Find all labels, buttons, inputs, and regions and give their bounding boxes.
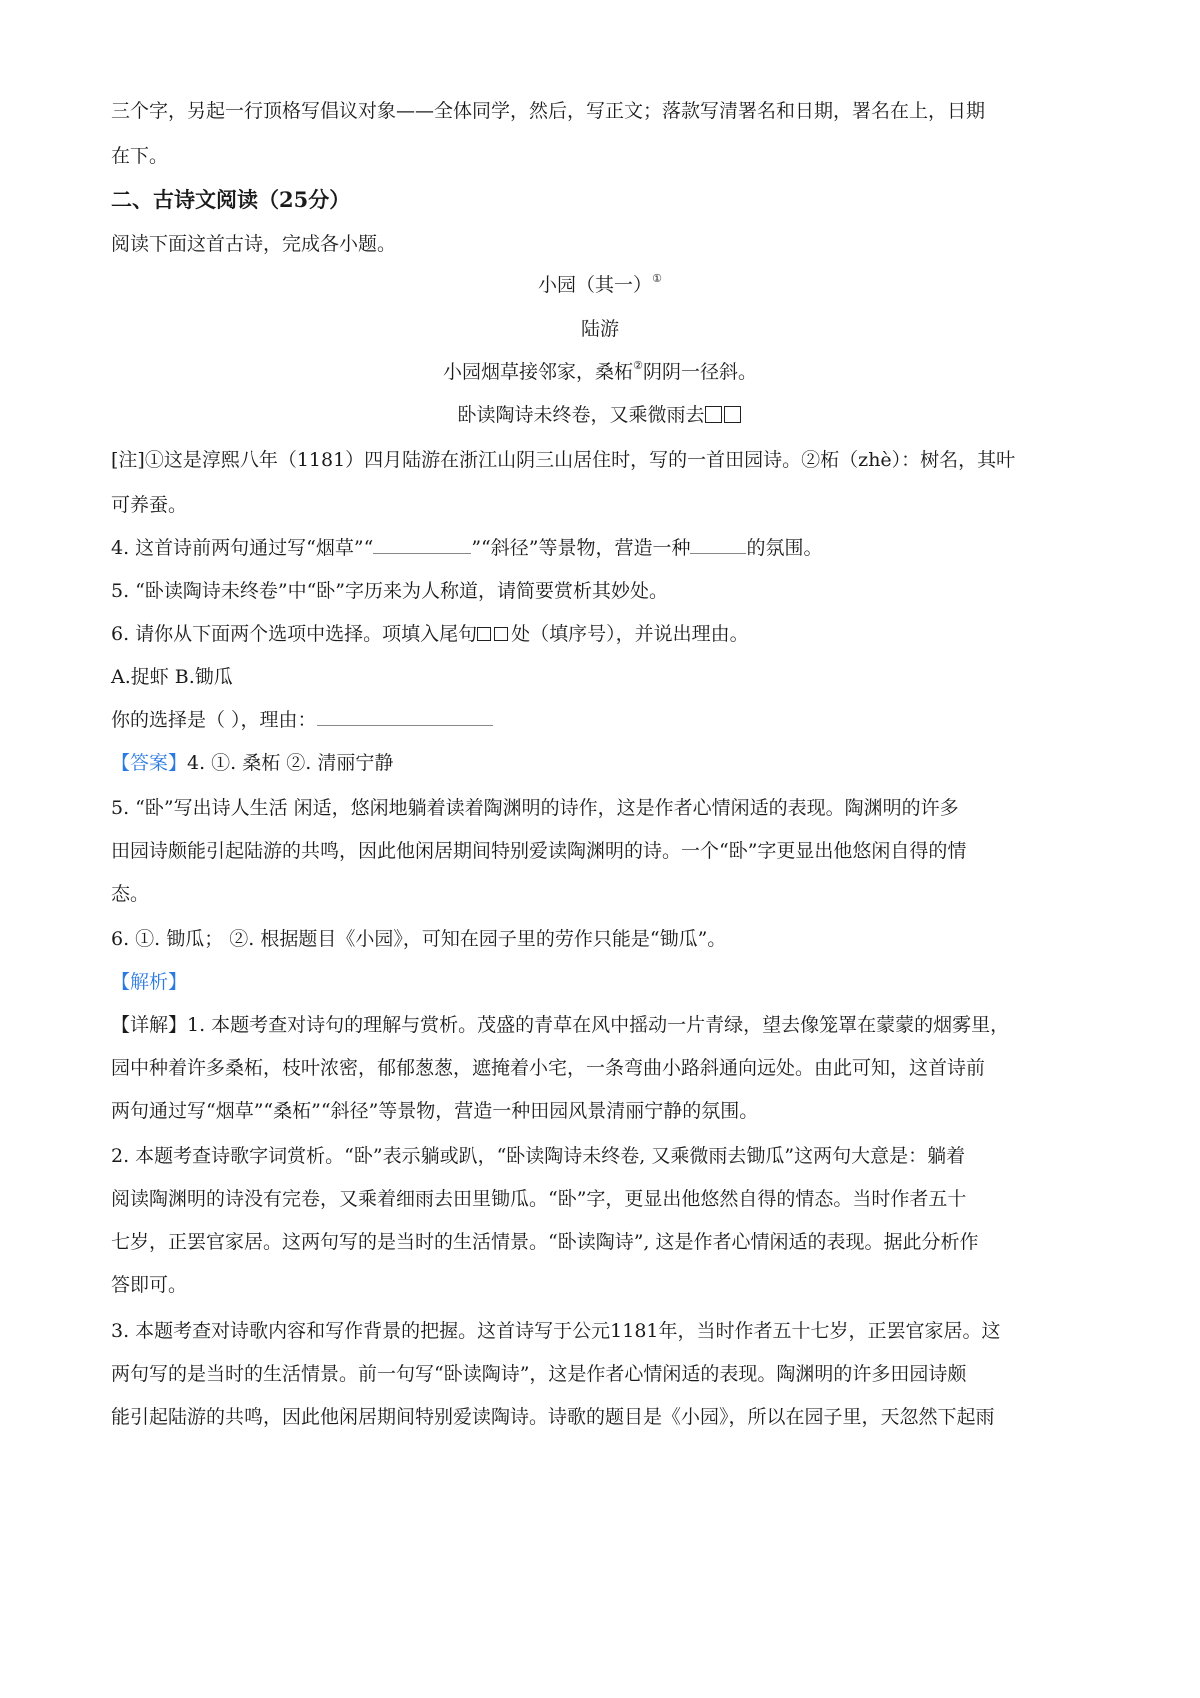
analysis-3-line-1: 3. 本题考查对诗歌内容和写作背景的把握。这首诗写于公元1181年，当时作者五十七岁，正罢官家居。这 xyxy=(111,1320,1001,1342)
analysis-3-line-2: 两句写的是当时的生活情景。前一句写“卧读陶诗”，这是作者心情闲适的表现。陶渊明的许多田园诗颇 xyxy=(111,1363,967,1385)
question-4-part-1: 4. 这首诗前两句通过写“烟草”“ xyxy=(111,537,374,559)
poem-title xyxy=(0,270,1200,297)
question-6 xyxy=(111,619,749,646)
answer-blank xyxy=(317,707,493,726)
question-6-part-2: 处（填序号），并说出理由。 xyxy=(511,623,749,645)
analysis-2-line-2: 阅读陶渊明的诗没有完卷，又乘着细雨去田里锄瓜。“卧”字，更显出他悠然自得的情态。当时作者五十 xyxy=(111,1188,967,1210)
poem-line-2 xyxy=(0,400,1200,427)
analysis-2-line-1: 2. 本题考查诗歌字词赏析。“卧”表示躺或趴，“卧读陶诗未终卷, 又乘微雨去锄瓜”这两句大意是：躺着 xyxy=(111,1145,966,1167)
intro-line-1: 三个字，另起一行顶格写倡议对象——全体同学，然后，写正文；落款写清署名和日期，署名在上，日期 xyxy=(111,100,986,122)
analysis-1-line-2: 园中种着许多桑柘，枝叶浓密，郁郁葱葱，遮掩着小宅，一条弯曲小路斜通向远处。由此可知，这首诗前 xyxy=(111,1057,986,1079)
analysis-1-line-3: 两句通过写“烟草”“桑柘”“斜径”等景物，营造一种田园风景清丽宁静的氛围。 xyxy=(111,1100,759,1122)
poem-line-1a: 小园烟草接邻家，桑柘 xyxy=(443,361,634,383)
poem-line-1 xyxy=(0,357,1200,384)
poem-line-1-note: ② xyxy=(633,359,643,372)
note-line-2: 可养蚕。 xyxy=(111,494,188,516)
blank-box xyxy=(724,406,741,423)
answer-6: 6. ①. 锄瓜； ②. 根据题目《小园》，可知在园子里的劳作只能是“锄瓜”。 xyxy=(111,928,727,950)
question-6-choice-text: 你的选择是（ ），理由： xyxy=(111,709,317,731)
answer-blank xyxy=(373,535,471,554)
analysis-tag: 【解析】 xyxy=(111,971,188,993)
poem-line-1b: 阴阴一径斜。 xyxy=(642,361,757,383)
answer-5-line-2: 田园诗颇能引起陆游的共鸣，因此他闲居期间特别爱读陶渊明的诗。一个“卧”字更显出他悠闲自得的情 xyxy=(111,840,967,862)
answer-blank xyxy=(690,535,746,554)
analysis-2-line-4: 答即可。 xyxy=(111,1274,188,1296)
question-6-part-1: 6. 请你从下面两个选项中选择。项填入尾句 xyxy=(111,623,478,645)
answer-4-text: 4. ①. 桑柘 ②. 清丽宁静 xyxy=(187,752,394,774)
analysis-2-line-3: 七岁，正罢官家居。这两句写的是当时的生活情景。“卧读陶诗”, 这是作者心情闲适的表现。据此分析作 xyxy=(111,1231,979,1253)
blank-box xyxy=(494,627,508,641)
section-title: 二、古诗文阅读（25分） xyxy=(111,187,351,212)
answer-5-line-3: 态。 xyxy=(111,883,150,905)
question-4 xyxy=(111,533,822,560)
answer-tag: 【答案】 xyxy=(111,752,188,774)
question-4-part-3: 的氛围。 xyxy=(746,537,823,559)
blank-box xyxy=(477,627,491,641)
question-4-part-2: ”“斜径”等景物，营造一种 xyxy=(471,537,691,559)
intro-line-2: 在下。 xyxy=(111,145,169,167)
poem-title-note: ① xyxy=(652,272,662,285)
question-5: 5. “卧读陶诗未终卷”中“卧”字历来为人称道，请简要赏析其妙处。 xyxy=(111,580,669,602)
question-6-choice xyxy=(111,705,493,732)
analysis-3-line-3: 能引起陆游的共鸣，因此他闲居期间特别爱读陶诗。诗歌的题目是《小园》，所以在园子里，天忽然下起雨 xyxy=(111,1406,995,1428)
poem-title-text: 小园（其一） xyxy=(538,274,653,296)
note-line-1: [注]①这是淳熙八年（1181）四月陆游在浙江山阴三山居住时，写的一首田园诗。②柘（zhè）：树名，其叶 xyxy=(111,449,1016,471)
poem-line-2-text: 卧读陶诗未终卷，又乘微雨去 xyxy=(457,404,705,426)
analysis-1-line-1: 【详解】1. 本题考查对诗句的理解与赏析。茂盛的青草在风中摇动一片青绿，望去像笼罩在蒙蒙的烟雾里， xyxy=(111,1014,1010,1036)
answer-5-line-1: 5. “卧”写出诗人生活 闲适，悠闲地躺着读着陶渊明的诗作，这是作者心情闲适的表现。陶渊明的许多 xyxy=(111,797,959,819)
question-6-options: A.捉虾 B.锄瓜 xyxy=(111,666,233,688)
section-instruction: 阅读下面这首古诗，完成各小题。 xyxy=(111,233,397,255)
poem-author: 陆游 xyxy=(580,318,619,340)
answer-4 xyxy=(111,748,393,775)
blank-box xyxy=(705,406,722,423)
